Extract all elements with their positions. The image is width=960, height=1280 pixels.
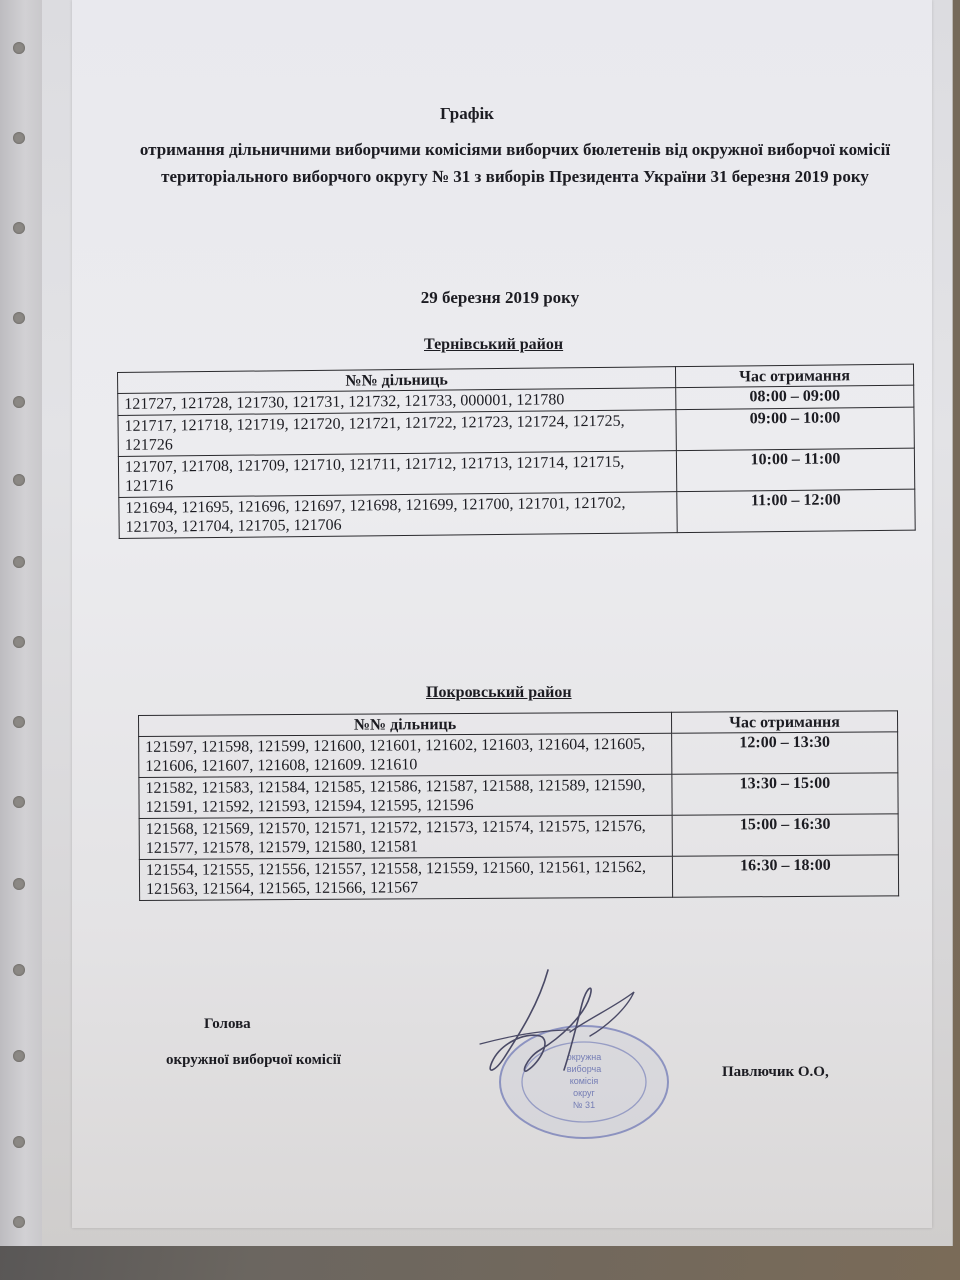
table-row [119,489,915,538]
stations-cell: 121717, 121718, 121719, 121720, 121721, 121722, 121723, 121724, 121725, 121726 [118,410,676,457]
punch-hole [13,878,25,890]
table-row [139,732,898,778]
table-row [139,814,898,860]
time-cell: 09:00 – 10:00 [676,407,914,450]
table-row [139,855,898,901]
punch-hole [13,556,25,568]
punch-hole [13,474,25,486]
time-cell: 16:30 – 18:00 [672,855,898,897]
time-column-header: Час отримання [675,364,913,387]
district-heading-ternivskyi: Тернівський район [424,336,564,353]
punch-hole [13,132,25,144]
punch-hole [13,222,25,234]
schedule-table-pokrovskyi [138,710,899,901]
time-cell: 15:00 – 16:30 [672,814,898,856]
punch-hole [13,42,25,54]
stations-column-header: №№ дільниць [118,367,676,394]
punch-hole [13,636,25,648]
time-column-header: Час отримання [671,711,897,733]
stamp-line: окружна [566,1052,602,1062]
punch-hole [13,1216,25,1228]
stations-cell: 121707, 121708, 121709, 121710, 121711, 121712, 121713, 121714, 121715, 121716 [118,451,676,498]
time-cell: 11:00 – 12:00 [677,489,915,532]
punch-hole [13,396,25,408]
handwritten-signature [420,966,650,1116]
punch-hole [13,716,25,728]
time-cell: 13:30 – 15:00 [672,773,898,815]
stamp-line: виборча [566,1064,602,1074]
signatory-title: Голова [204,1016,251,1032]
stations-cell: 121582, 121583, 121584, 121585, 121586, 121587, 121588, 121589, 121590, 121591, 121592, 121593, 121594, 121595, 121596 [139,774,672,818]
sleeve-punched-strip [0,0,42,1246]
stations-cell: 121597, 121598, 121599, 121600, 121601, 121602, 121603, 121604, 121605, 121606, 121607, 121608, 121609. 121610 [139,733,672,777]
punch-hole [13,964,25,976]
punch-hole [13,312,25,324]
stations-column-header: №№ дільниць [139,712,672,736]
punch-hole [13,796,25,808]
time-cell: 10:00 – 11:00 [676,448,914,491]
stamp-line: округ [573,1088,595,1098]
schedule-table-ternivskyi [117,364,916,539]
signatory-name: Павлючик О.О, [722,1064,829,1080]
stations-cell: 121727, 121728, 121730, 121731, 121732, 121733, 000001, 121780 [118,388,676,416]
time-cell: 08:00 – 09:00 [676,385,914,409]
stamp-line: № 31 [572,1100,596,1110]
time-cell: 12:00 – 13:30 [672,732,898,774]
table-row [139,773,898,819]
punch-hole [13,1050,25,1062]
stations-cell: 121554, 121555, 121556, 121557, 121558, 121559, 121560, 121561, 121562, 121563, 121564, 121565, 121566, 121567 [139,856,672,900]
document-subtitle: отримання дільничними виборчими комісіями виборчих бюлетенів від окружної виборчої комісії територіального виборчого округу № 31 з виборів Президента України 31 березня 2019 року [139,140,891,186]
stamp-line: комісія [569,1076,599,1086]
signatory-commission: окружної виборчої комісії [166,1052,341,1068]
stations-cell: 121568, 121569, 121570, 121571, 121572, 121573, 121574, 121575, 121576, 121577, 121578, 121579, 121580, 121581 [139,815,672,859]
document-date: 29 березня 2019 року [420,288,580,307]
stations-cell: 121694, 121695, 121696, 121697, 121698, 121699, 121700, 121701, 121702, 121703, 121704, 121705, 121706 [119,492,677,539]
district-heading-pokrovskyi: Покровський район [426,684,572,701]
punch-hole [13,1136,25,1148]
document-title: Графік [440,104,494,123]
